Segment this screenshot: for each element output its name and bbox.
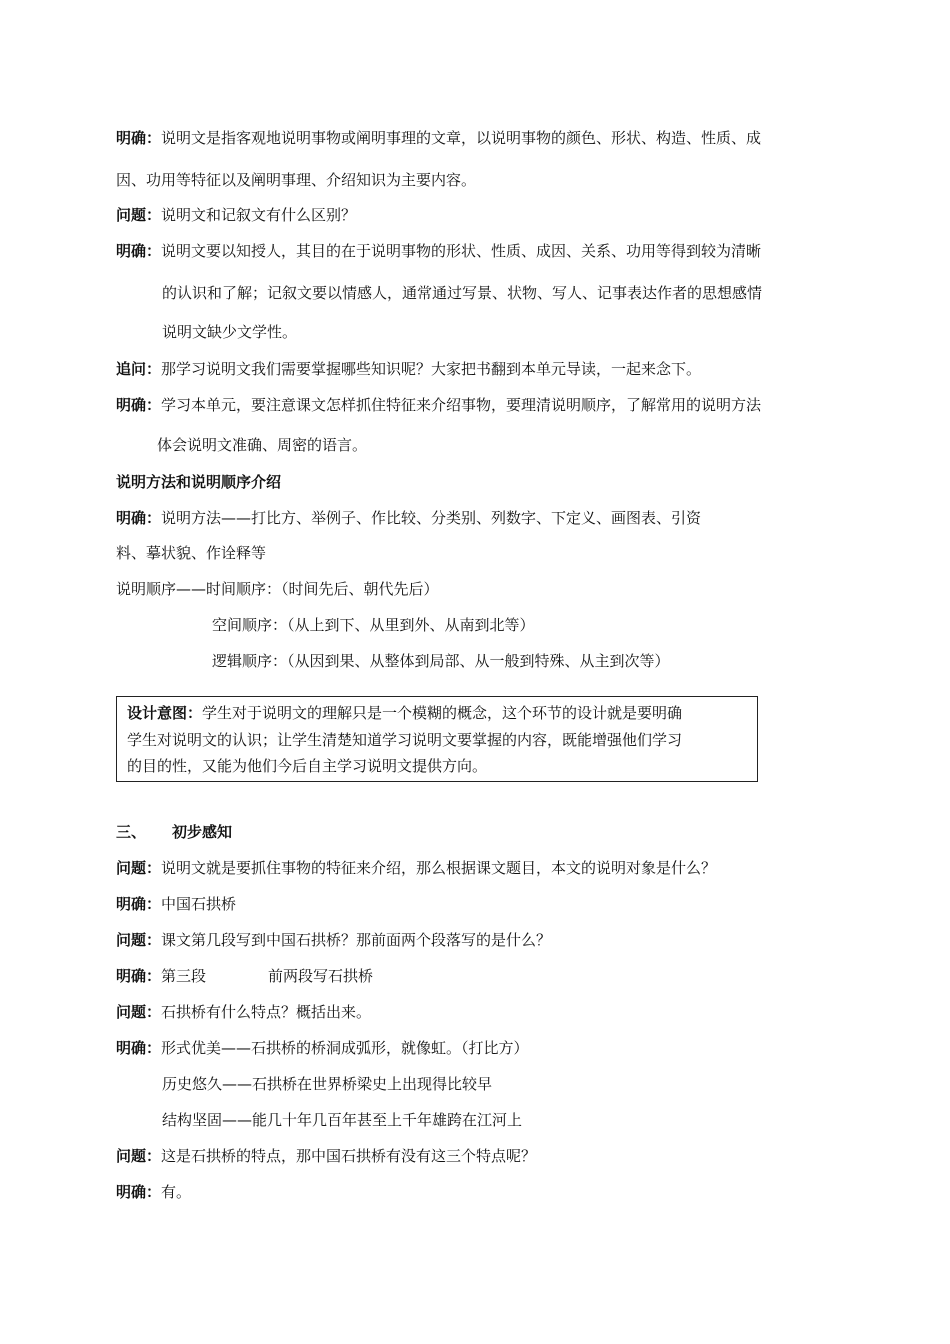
answer-label: 明确： bbox=[116, 1039, 162, 1057]
answer-line bbox=[116, 241, 761, 261]
answer-line bbox=[116, 508, 701, 528]
question-label: 问题： bbox=[116, 931, 162, 949]
question-line bbox=[116, 1146, 536, 1166]
question-line bbox=[116, 858, 716, 878]
answer-label: 明确： bbox=[116, 396, 162, 414]
question-line bbox=[116, 930, 551, 950]
answer-text-continued: 料、摹状貌、作诠释等 bbox=[116, 544, 267, 562]
answer-text: 有。 bbox=[161, 1183, 192, 1201]
design-intent-line-3: 的目的性，又能为他们今后自主学习说明文提供方向。 bbox=[127, 757, 488, 775]
answer-text: 说明文是指客观地说明事物或阐明事理的文章，以说明事物的颜色、形状、构造、性质、成 bbox=[161, 129, 762, 147]
question-text: 说明文就是要抓住事物的特征来介绍，那么根据课文题目，本文的说明对象是什么？ bbox=[161, 859, 717, 877]
answer-continued-line bbox=[116, 543, 266, 563]
answer-label: 明确： bbox=[116, 129, 162, 147]
design-intent-text: 学生对于说明文的理解只是一个模糊的概念，这个环节的设计就是要明确 bbox=[202, 704, 683, 722]
answer-continued-line bbox=[157, 435, 367, 455]
answer-line bbox=[116, 894, 236, 914]
question-text: 课文第几段写到中国石拱桥？那前面两个段落写的是什么？ bbox=[161, 931, 552, 949]
question-line bbox=[116, 1002, 371, 1022]
question-text: 这是石拱桥的特点，那中国石拱桥有没有这三个特点呢？ bbox=[161, 1147, 537, 1165]
question-text: 说明文和记叙文有什么区别？ bbox=[161, 206, 357, 224]
answer-label: 明确： bbox=[116, 1183, 162, 1201]
answer-line bbox=[116, 1182, 191, 1202]
design-intent-line-2: 学生对说明文的认识；让学生清楚知道学习说明文要掌握的内容，既能增强他们学习 bbox=[127, 731, 683, 749]
answer-text-continued: 体会说明文准确、周密的语言。 bbox=[157, 436, 368, 454]
answer-text: 形式优美——石拱桥的桥洞成弧形，就像虹。（打比方） bbox=[161, 1039, 529, 1057]
answer-label: 明确： bbox=[116, 509, 162, 527]
answer-text: 第三段 bbox=[161, 967, 207, 985]
design-intent-line-1 bbox=[127, 703, 682, 723]
definition-line-2 bbox=[116, 170, 476, 190]
section-heading: 说明方法和说明顺序介绍 bbox=[116, 473, 282, 491]
definition-line-1 bbox=[116, 128, 761, 148]
answer-label: 明确： bbox=[116, 895, 162, 913]
answer-line bbox=[116, 395, 761, 415]
answer-line bbox=[116, 966, 373, 986]
question-line bbox=[116, 205, 356, 225]
answer-text-continued: 说明文缺少文学性。 bbox=[162, 323, 298, 341]
answer-line bbox=[116, 1038, 529, 1058]
section-heading bbox=[116, 822, 232, 842]
answer-label: 明确： bbox=[116, 967, 162, 985]
order-line-logic: 逻辑顺序：（从因到果、从整体到局部、从一般到特殊、从主到次等） bbox=[212, 652, 670, 670]
answer-text: 说明文要以知授人，其目的在于说明事物的形状、性质、成因、关系、功用等得到较为清晰 bbox=[161, 242, 762, 260]
answer-text: 学习本单元，要注意课文怎样抓住特征来介绍事物，要理清说明顺序，了解常用的说明方法 bbox=[161, 396, 762, 414]
answer-text-continued: 的认识和了解；记叙文要以情感人，通常通过写景、状物、写人、记事表达作者的思想感情 bbox=[162, 284, 763, 302]
order-line-space: 空间顺序：（从上到下、从里到外、从南到北等） bbox=[212, 616, 535, 634]
section-number: 三、 bbox=[116, 823, 147, 841]
question-label: 问题： bbox=[116, 1147, 162, 1165]
design-intent-label: 设计意图： bbox=[127, 704, 203, 722]
question-text: 石拱桥有什么特点？概括出来。 bbox=[161, 1003, 372, 1021]
question-label: 问题： bbox=[116, 859, 162, 877]
design-intent-box bbox=[116, 696, 758, 782]
section-title: 初步感知 bbox=[172, 823, 233, 841]
question-label: 问题： bbox=[116, 206, 162, 224]
answer-continued-line: 结构坚固——能几十年几百年甚至上千年雄跨在江河上 bbox=[162, 1111, 523, 1129]
order-line-time: 说明顺序——时间顺序：（时间先后、朝代先后） bbox=[116, 580, 439, 598]
answer-text: 说明方法——打比方、举例子、作比较、分类别、列数字、下定义、画图表、引资 bbox=[161, 509, 702, 527]
followup-text: 那学习说明文我们需要掌握哪些知识呢？大家把书翻到本单元导读，一起来念下。 bbox=[161, 360, 702, 378]
answer-label: 明确： bbox=[116, 242, 162, 260]
answer-continued-line bbox=[162, 283, 762, 303]
answer-continued-line: 历史悠久——石拱桥在世界桥梁史上出现得比较早 bbox=[162, 1075, 493, 1093]
followup-label: 追问： bbox=[116, 360, 162, 378]
followup-line bbox=[116, 359, 701, 379]
question-label: 问题： bbox=[116, 1003, 162, 1021]
answer-continued-line bbox=[162, 322, 297, 342]
answer-text-2: 前两段写石拱桥 bbox=[268, 967, 374, 985]
answer-text: 中国石拱桥 bbox=[161, 895, 237, 913]
answer-text-continued: 因、功用等特征以及阐明事理、介绍知识为主要内容。 bbox=[116, 171, 477, 189]
